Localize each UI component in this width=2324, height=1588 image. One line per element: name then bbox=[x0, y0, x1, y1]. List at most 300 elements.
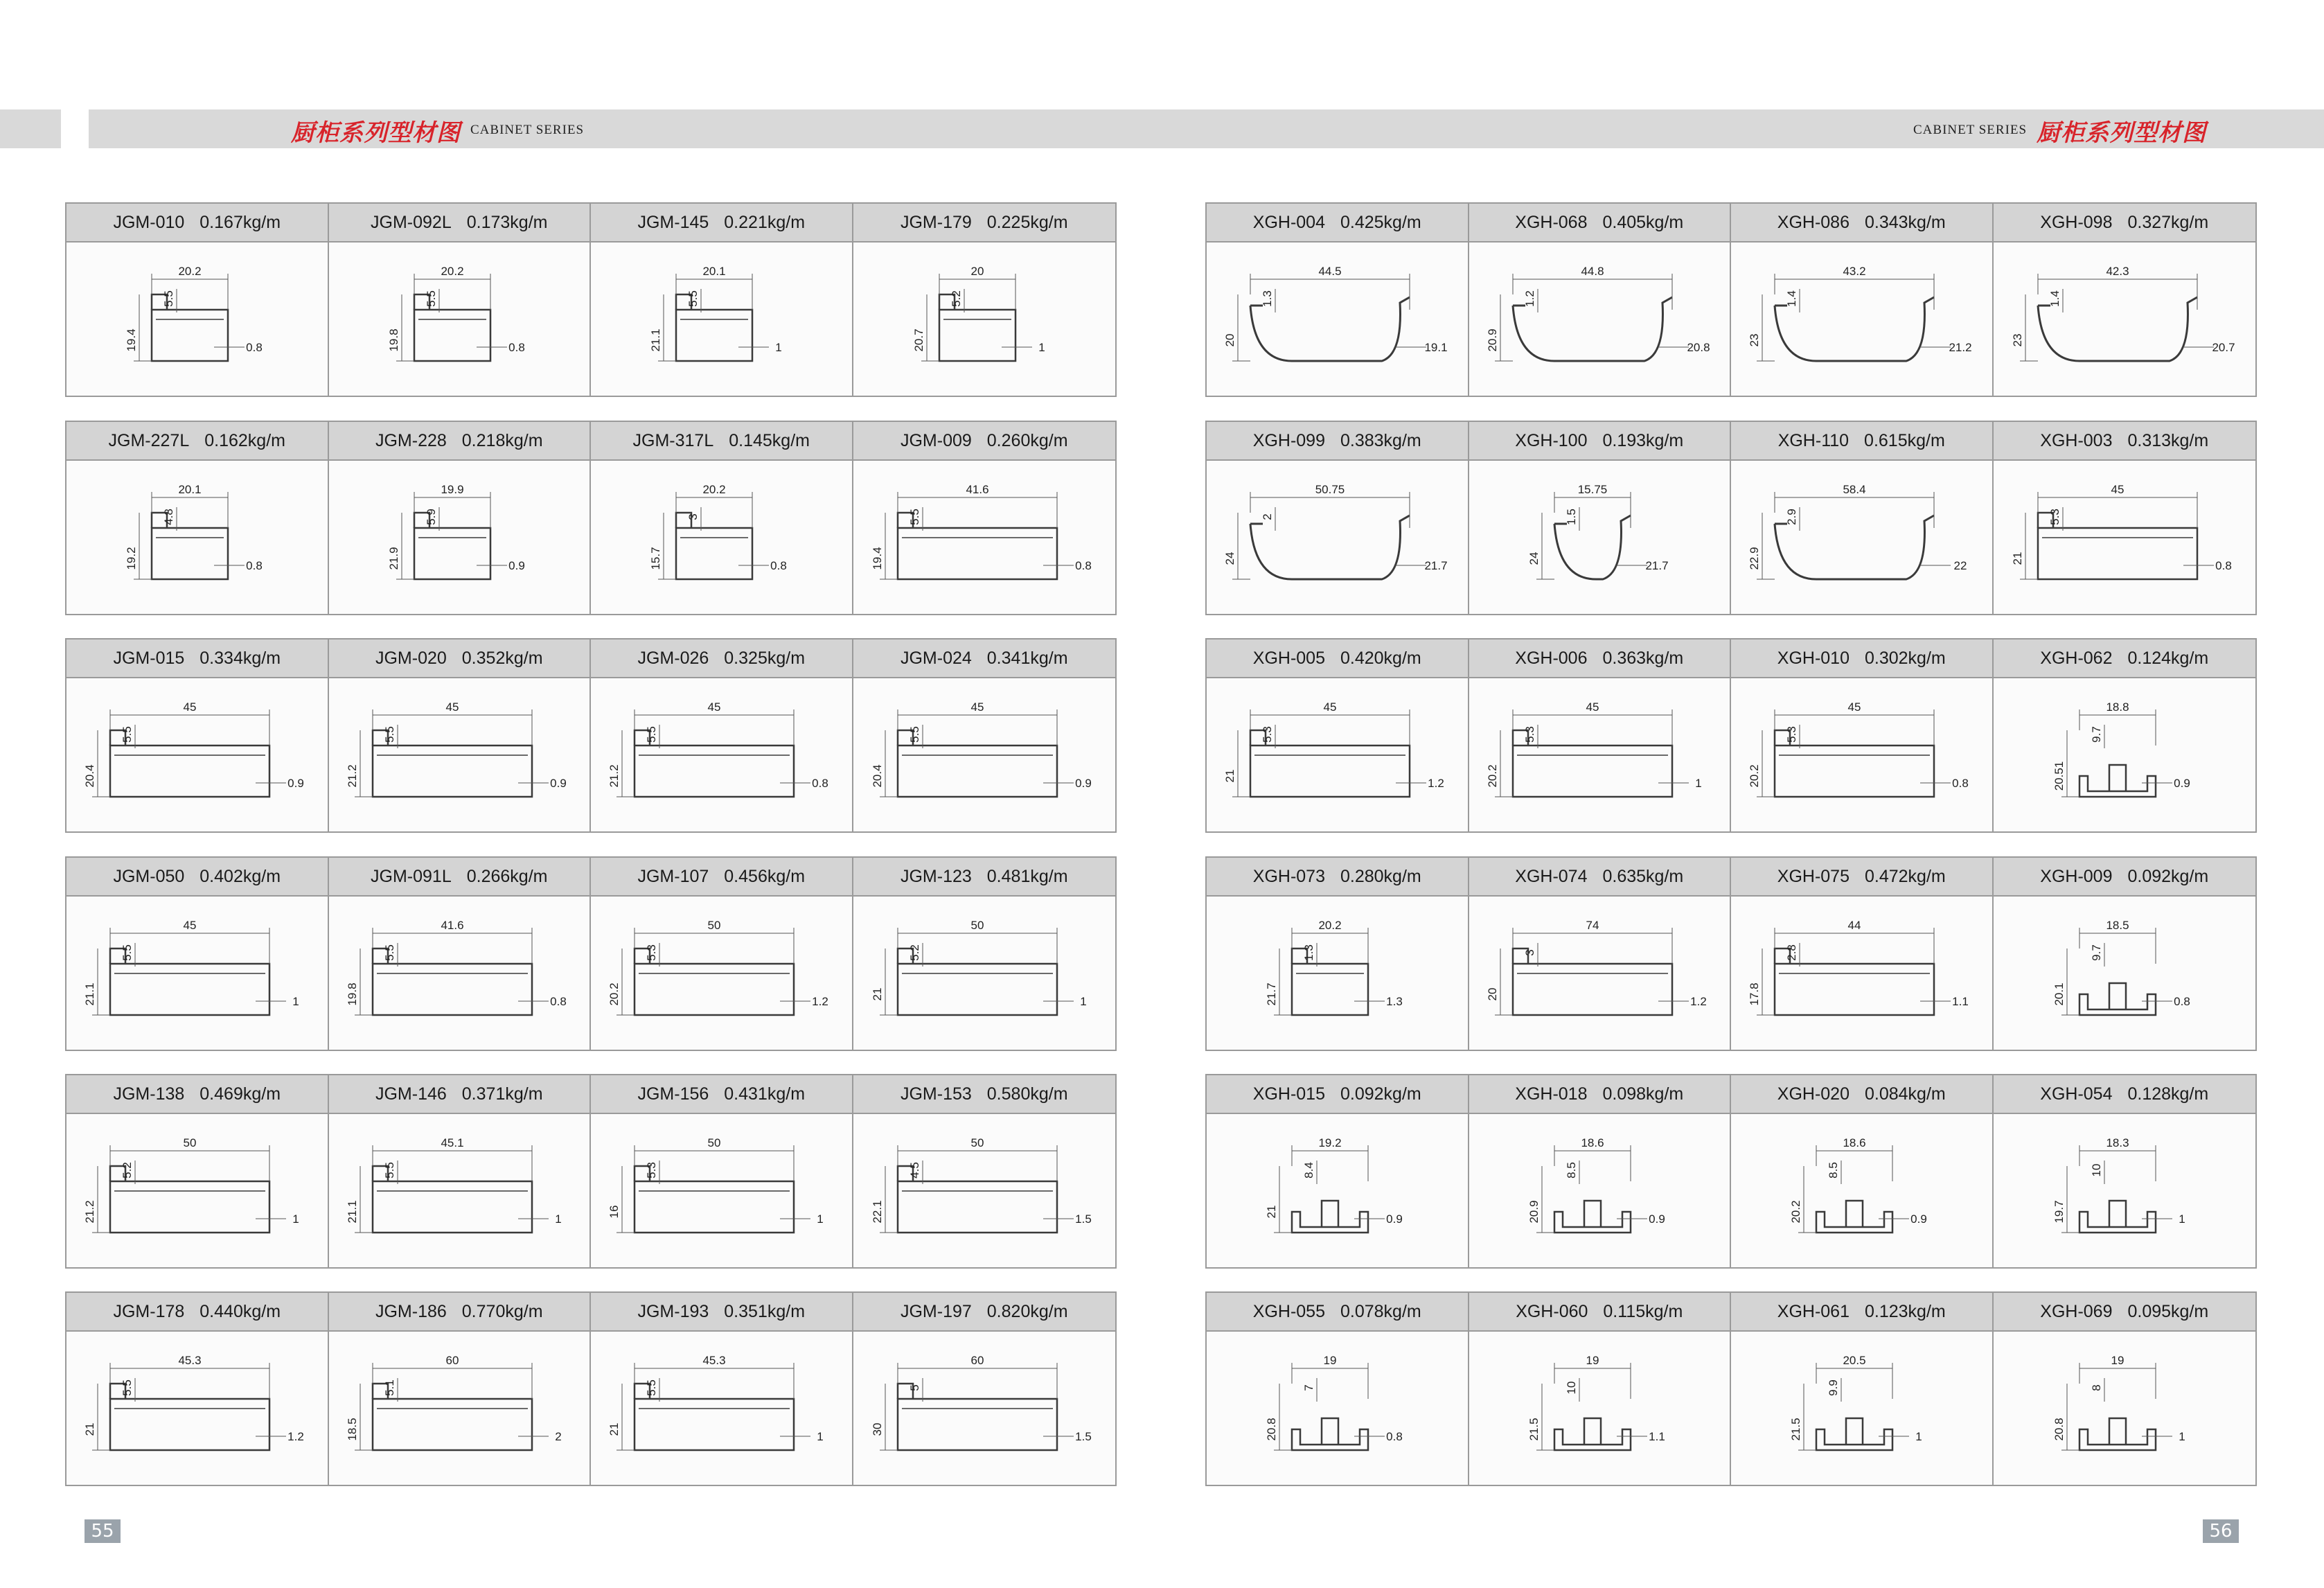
profile-drawing bbox=[329, 1332, 590, 1485]
dimension-label: 1.5 bbox=[1564, 508, 1578, 525]
profile-drawing-svg bbox=[341, 250, 577, 389]
dimension-label: 15.75 bbox=[1577, 482, 1608, 496]
profile-card bbox=[1469, 204, 1732, 396]
dimension-label: 19.1 bbox=[1424, 340, 1448, 354]
dimension-label: 0.8 bbox=[770, 558, 788, 572]
dimension-label: 20.7 bbox=[2212, 340, 2235, 354]
profile-code: JGM-153 bbox=[900, 1084, 972, 1104]
dimension-label: 1.4 bbox=[2048, 290, 2061, 307]
profile-weight: 0.440kg/m bbox=[199, 1301, 281, 1321]
dimension-label: 21.7 bbox=[1265, 982, 1279, 1006]
profile-code: XGH-074 bbox=[1515, 866, 1588, 886]
profile-drawing-svg bbox=[79, 468, 314, 607]
profile-card bbox=[1207, 639, 1469, 831]
profile-drawing bbox=[66, 1114, 328, 1267]
profile-drawing bbox=[1994, 461, 2256, 614]
profile-weight: 0.405kg/m bbox=[1602, 212, 1684, 232]
dimension-label: 1 bbox=[817, 1429, 824, 1443]
profile-weight: 0.615kg/m bbox=[1864, 430, 1945, 450]
profile-shape bbox=[1292, 1418, 1368, 1450]
dimension-label: 21.2 bbox=[1949, 340, 1972, 354]
profile-code: JGM-186 bbox=[375, 1301, 447, 1321]
dimension-label: 5.3 bbox=[645, 944, 659, 961]
dimension-label: 5.5 bbox=[121, 725, 134, 743]
profile-weight: 0.469kg/m bbox=[199, 1084, 281, 1104]
profile-card bbox=[329, 858, 592, 1050]
profile-card bbox=[1469, 639, 1732, 831]
dimension-label: 21.2 bbox=[607, 764, 621, 788]
profile-drawing-svg bbox=[79, 904, 314, 1043]
dimension-label: 9.9 bbox=[1827, 1379, 1840, 1396]
profile-shape bbox=[1250, 730, 1410, 797]
profile-card bbox=[1731, 858, 1994, 1050]
dimension-label: 0.9 bbox=[1910, 1212, 1928, 1226]
profile-header bbox=[329, 204, 590, 242]
profile-row bbox=[1205, 1074, 2257, 1269]
profile-weight: 0.092kg/m bbox=[2127, 866, 2209, 886]
profile-row bbox=[65, 638, 1117, 833]
profile-shape bbox=[1292, 1201, 1368, 1233]
dimension-label: 0.8 bbox=[1074, 558, 1092, 572]
dimension-label: 1 bbox=[2179, 1429, 2185, 1443]
profile-drawing-svg bbox=[1744, 250, 1979, 389]
profile-card bbox=[66, 1075, 329, 1267]
profile-code: JGM-091L bbox=[371, 866, 452, 886]
dimension-label: 1.5 bbox=[1074, 1429, 1092, 1443]
profile-drawing bbox=[1731, 897, 1992, 1050]
dimension-label: 24 bbox=[1223, 552, 1237, 565]
dimension-label: 18.5 bbox=[2106, 918, 2129, 932]
dimension-label: 5.3 bbox=[1785, 725, 1799, 743]
profile-code: JGM-228 bbox=[375, 430, 447, 450]
profile-drawing-svg bbox=[1219, 250, 1455, 389]
profile-weight: 0.313kg/m bbox=[2127, 430, 2209, 450]
dimension-label: 1 bbox=[775, 340, 782, 354]
dimension-label: 45 bbox=[445, 700, 459, 714]
profile-header bbox=[853, 639, 1116, 678]
profile-card bbox=[853, 204, 1116, 396]
profile-card bbox=[66, 204, 329, 396]
dimension-label: 5.3 bbox=[1523, 725, 1536, 743]
profile-drawing bbox=[1731, 678, 1992, 831]
profile-drawing-svg bbox=[1744, 904, 1979, 1043]
profile-header bbox=[329, 858, 590, 897]
profile-code: JGM-178 bbox=[113, 1301, 185, 1321]
profile-header bbox=[1207, 858, 1468, 897]
profile-shape bbox=[1513, 730, 1672, 797]
profile-row bbox=[65, 856, 1117, 1051]
dimension-label: 10 bbox=[2089, 1163, 2103, 1176]
dimension-label: 9.7 bbox=[2089, 944, 2103, 961]
dimension-label: 20.1 bbox=[2052, 982, 2066, 1006]
dimension-label: 1 bbox=[555, 1212, 562, 1226]
profile-weight: 0.218kg/m bbox=[461, 430, 543, 450]
profile-drawing bbox=[329, 242, 590, 396]
profile-drawing-svg bbox=[341, 1339, 577, 1478]
profile-shape bbox=[110, 949, 269, 1015]
profile-weight: 0.770kg/m bbox=[461, 1301, 543, 1321]
dimension-label: 18.6 bbox=[1581, 1136, 1604, 1149]
dimension-label: 21.1 bbox=[83, 982, 97, 1006]
profile-drawing bbox=[1207, 897, 1468, 1050]
profile-drawing-svg bbox=[1482, 250, 1717, 389]
profile-shape bbox=[110, 1166, 269, 1233]
profile-header bbox=[1207, 422, 1468, 461]
profile-header bbox=[1731, 639, 1992, 678]
profile-shape bbox=[635, 1166, 794, 1233]
profile-card bbox=[1994, 1293, 2256, 1485]
profile-drawing bbox=[1994, 897, 2256, 1050]
profile-code: JGM-138 bbox=[113, 1084, 185, 1104]
dimension-label: 8.5 bbox=[1564, 1161, 1578, 1179]
dimension-label: 60 bbox=[970, 1353, 984, 1367]
profile-card bbox=[1994, 1075, 2256, 1267]
dimension-label: 19.9 bbox=[441, 482, 464, 496]
profile-drawing bbox=[591, 1114, 852, 1267]
profile-code: JGM-092L bbox=[371, 212, 452, 232]
dimension-label: 0.9 bbox=[1386, 1212, 1403, 1226]
profile-drawing-svg bbox=[867, 250, 1102, 389]
dimension-label: 74 bbox=[1586, 918, 1599, 932]
profile-card bbox=[853, 639, 1116, 831]
profile-drawing-svg bbox=[867, 686, 1102, 824]
dimension-label: 1.3 bbox=[1261, 290, 1275, 307]
profile-card bbox=[1731, 204, 1994, 396]
profile-drawing bbox=[591, 461, 852, 614]
profile-code: XGH-062 bbox=[2040, 648, 2113, 668]
profile-row bbox=[1205, 421, 2257, 615]
profile-header bbox=[1469, 422, 1730, 461]
profile-shape bbox=[373, 1384, 532, 1450]
profile-shape bbox=[1816, 1418, 1892, 1450]
profile-drawing-svg bbox=[2007, 468, 2242, 607]
profile-code: XGH-073 bbox=[1252, 866, 1325, 886]
dimension-label: 1 bbox=[2179, 1212, 2185, 1226]
dimension-label: 5.5 bbox=[382, 944, 396, 961]
dimension-label: 9.7 bbox=[2089, 725, 2103, 743]
profile-header bbox=[1469, 639, 1730, 678]
profile-card bbox=[1469, 1075, 1732, 1267]
profile-header bbox=[1207, 204, 1468, 242]
profile-card bbox=[1994, 858, 2256, 1050]
profile-header bbox=[1469, 1293, 1730, 1332]
dimension-label: 50 bbox=[707, 918, 721, 932]
dimension-label: 8 bbox=[2089, 1384, 2103, 1391]
profile-row bbox=[1205, 638, 2257, 833]
profile-drawing bbox=[329, 678, 590, 831]
dimension-label: 60 bbox=[445, 1353, 459, 1367]
profile-drawing bbox=[853, 678, 1116, 831]
profile-drawing-svg bbox=[1744, 468, 1979, 607]
profile-weight: 0.325kg/m bbox=[724, 648, 806, 668]
profile-card bbox=[1731, 422, 1994, 614]
profile-header bbox=[1994, 422, 2256, 461]
profile-header bbox=[591, 858, 852, 897]
dimension-label: 50 bbox=[183, 1136, 197, 1149]
dimension-label: 45 bbox=[1847, 700, 1861, 714]
profile-drawing bbox=[1731, 242, 1992, 396]
profile-drawing bbox=[1469, 1114, 1730, 1267]
profile-shape bbox=[898, 730, 1057, 797]
profile-card bbox=[1469, 422, 1732, 614]
profile-shape bbox=[1250, 297, 1410, 361]
profile-card bbox=[66, 422, 329, 614]
dimension-label: 22 bbox=[1953, 558, 1967, 572]
dimension-label: 0.8 bbox=[508, 340, 525, 354]
profile-drawing-svg bbox=[79, 250, 314, 389]
profile-card bbox=[1469, 858, 1732, 1050]
dimension-label: 20.2 bbox=[1485, 764, 1499, 788]
profile-row bbox=[65, 202, 1117, 397]
profile-drawing-svg bbox=[1219, 1122, 1455, 1260]
profile-drawing-svg bbox=[1482, 686, 1717, 824]
profile-shape bbox=[2038, 297, 2197, 361]
profile-row bbox=[65, 1291, 1117, 1486]
profile-drawing bbox=[66, 242, 328, 396]
profile-header bbox=[66, 204, 328, 242]
profile-drawing-svg bbox=[2007, 1122, 2242, 1260]
dimension-label: 19.4 bbox=[125, 328, 139, 352]
dimension-label: 8.4 bbox=[1302, 1161, 1316, 1179]
profile-weight: 0.098kg/m bbox=[1602, 1084, 1684, 1104]
profile-shape bbox=[110, 730, 269, 797]
dimension-label: 20.4 bbox=[83, 764, 97, 788]
profile-shape bbox=[898, 949, 1057, 1015]
dimension-label: 45 bbox=[1586, 700, 1599, 714]
profile-drawing-svg bbox=[1219, 904, 1455, 1043]
profile-card bbox=[591, 858, 853, 1050]
profile-weight: 0.193kg/m bbox=[1602, 430, 1684, 450]
profile-drawing-svg bbox=[603, 686, 839, 824]
profile-drawing bbox=[1207, 678, 1468, 831]
dimension-label: 45 bbox=[970, 700, 984, 714]
series-title-cn: 厨柜系列型材图 bbox=[2037, 118, 2207, 147]
profile-card bbox=[1469, 1293, 1732, 1485]
profile-card bbox=[853, 858, 1116, 1050]
profile-card bbox=[1994, 639, 2256, 831]
profile-weight: 0.341kg/m bbox=[986, 648, 1068, 668]
profile-drawing bbox=[1207, 461, 1468, 614]
dimension-label: 20.2 bbox=[1318, 918, 1342, 932]
dimension-label: 0.8 bbox=[549, 994, 567, 1008]
dimension-label: 45 bbox=[2111, 482, 2125, 496]
profile-shape bbox=[2079, 1201, 2156, 1233]
dimension-label: 20 bbox=[970, 264, 984, 278]
profile-weight: 0.084kg/m bbox=[1864, 1084, 1946, 1104]
profile-card bbox=[591, 204, 853, 396]
dimension-label: 0.8 bbox=[1952, 776, 1969, 790]
profile-weight: 0.302kg/m bbox=[1864, 648, 1946, 668]
profile-card bbox=[591, 422, 853, 614]
profile-code: XGH-018 bbox=[1515, 1084, 1588, 1104]
dimension-label: 20.8 bbox=[1265, 1417, 1279, 1441]
dimension-label: 5.5 bbox=[382, 725, 396, 743]
profile-drawing-svg bbox=[1482, 1122, 1717, 1260]
profile-code: XGH-060 bbox=[1516, 1301, 1588, 1321]
dimension-label: 20.1 bbox=[178, 482, 202, 496]
profile-header bbox=[591, 204, 852, 242]
profile-weight: 0.260kg/m bbox=[986, 430, 1068, 450]
dimension-label: 0.9 bbox=[2173, 776, 2190, 790]
profile-weight: 0.221kg/m bbox=[724, 212, 806, 232]
profile-drawing-svg bbox=[867, 1339, 1102, 1478]
profile-code: XGH-086 bbox=[1777, 212, 1850, 232]
profile-card bbox=[591, 1293, 853, 1485]
profile-drawing bbox=[1994, 678, 2256, 831]
dimension-label: 2 bbox=[555, 1429, 562, 1443]
profile-code: JGM-024 bbox=[900, 648, 972, 668]
profile-card bbox=[1731, 1293, 1994, 1485]
profile-header bbox=[329, 422, 590, 461]
profile-header bbox=[853, 422, 1116, 461]
page-number-right: 56 bbox=[2203, 1519, 2239, 1543]
dimension-label: 20 bbox=[1485, 987, 1499, 1000]
series-title-right bbox=[1913, 116, 2207, 147]
dimension-label: 5.5 bbox=[121, 1379, 134, 1396]
profile-drawing bbox=[66, 461, 328, 614]
dimension-label: 1.5 bbox=[1074, 1212, 1092, 1226]
profile-header bbox=[1994, 639, 2256, 678]
profile-shape bbox=[635, 1384, 794, 1450]
profile-header bbox=[66, 639, 328, 678]
profile-code: JGM-050 bbox=[113, 866, 185, 886]
profile-drawing-svg bbox=[79, 1339, 314, 1478]
profile-drawing bbox=[1994, 1332, 2256, 1485]
profile-drawing-svg bbox=[79, 1122, 314, 1260]
dimension-label: 5.9 bbox=[424, 508, 438, 525]
dimension-label: 20.8 bbox=[2052, 1417, 2066, 1441]
profile-header bbox=[1994, 1075, 2256, 1114]
profile-header bbox=[1469, 1075, 1730, 1114]
header-bar-left bbox=[89, 109, 1162, 148]
profile-shape bbox=[2038, 513, 2197, 579]
profile-card bbox=[591, 639, 853, 831]
dimension-label: 44.8 bbox=[1581, 264, 1604, 278]
dimension-label: 21.7 bbox=[1645, 558, 1669, 572]
profile-row bbox=[65, 1074, 1117, 1269]
profile-drawing bbox=[591, 1332, 852, 1485]
dimension-label: 0.9 bbox=[508, 558, 525, 572]
profile-code: JGM-145 bbox=[637, 212, 709, 232]
profile-weight: 0.078kg/m bbox=[1340, 1301, 1421, 1321]
profile-drawing-svg bbox=[1219, 1339, 1455, 1478]
dimension-label: 1.2 bbox=[287, 1429, 305, 1443]
profile-drawing-svg bbox=[603, 904, 839, 1043]
dimension-label: 21.5 bbox=[1789, 1417, 1803, 1441]
dimension-label: 4.5 bbox=[907, 1161, 921, 1179]
profile-weight: 0.481kg/m bbox=[986, 866, 1068, 886]
dimension-label: 21 bbox=[607, 1422, 621, 1436]
profile-weight: 0.115kg/m bbox=[1603, 1301, 1683, 1321]
profile-weight: 0.225kg/m bbox=[986, 212, 1068, 232]
profile-code: XGH-069 bbox=[2040, 1301, 2113, 1321]
profile-drawing bbox=[1469, 242, 1730, 396]
profile-shape bbox=[898, 1384, 1057, 1450]
dimension-label: 19.4 bbox=[870, 546, 884, 570]
profile-drawing-svg bbox=[1482, 1339, 1717, 1478]
dimension-label: 18.5 bbox=[345, 1417, 359, 1441]
profile-code: JGM-009 bbox=[900, 430, 972, 450]
dimension-label: 22.1 bbox=[870, 1199, 884, 1224]
profile-shape bbox=[898, 513, 1057, 579]
profile-code: JGM-020 bbox=[375, 648, 447, 668]
profile-header bbox=[1994, 858, 2256, 897]
profile-drawing bbox=[1469, 678, 1730, 831]
profile-weight: 0.095kg/m bbox=[2127, 1301, 2209, 1321]
profile-drawing bbox=[1469, 897, 1730, 1050]
profile-weight: 0.383kg/m bbox=[1340, 430, 1421, 450]
profile-code: JGM-197 bbox=[900, 1301, 972, 1321]
dimension-label: 19 bbox=[1323, 1353, 1337, 1367]
profile-drawing-svg bbox=[341, 468, 577, 607]
profile-header bbox=[1469, 858, 1730, 897]
profile-card bbox=[66, 1293, 329, 1485]
dimension-label: 1.2 bbox=[1523, 290, 1536, 307]
dimension-label: 19.7 bbox=[2052, 1199, 2066, 1224]
profile-weight: 0.635kg/m bbox=[1602, 866, 1684, 886]
profile-header bbox=[329, 1075, 590, 1114]
dimension-label: 1 bbox=[1915, 1429, 1922, 1443]
profile-drawing bbox=[591, 242, 852, 396]
dimension-label: 21 bbox=[1223, 769, 1237, 782]
profile-drawing bbox=[329, 897, 590, 1050]
dimension-label: 2.8 bbox=[1785, 944, 1799, 961]
dimension-label: 20.51 bbox=[2052, 761, 2066, 791]
profile-drawing bbox=[1469, 1332, 1730, 1485]
dimension-label: 5.5 bbox=[686, 290, 700, 307]
dimension-label: 58.4 bbox=[1843, 482, 1866, 496]
profile-card bbox=[1207, 1293, 1469, 1485]
dimension-label: 19.2 bbox=[1318, 1136, 1342, 1149]
profile-code: JGM-317L bbox=[632, 430, 714, 450]
profile-drawing-svg bbox=[867, 1122, 1102, 1260]
dimension-label: 5.5 bbox=[645, 1379, 659, 1396]
profile-drawing-svg bbox=[603, 1122, 839, 1260]
profile-weight: 0.363kg/m bbox=[1602, 648, 1684, 668]
profile-shape bbox=[1513, 297, 1672, 361]
series-title-en: CABINET SERIES bbox=[1913, 123, 2028, 137]
profile-card bbox=[329, 204, 592, 396]
profile-card bbox=[329, 1075, 592, 1267]
dimension-label: 45 bbox=[183, 700, 197, 714]
page-number-left: 55 bbox=[85, 1519, 121, 1543]
profile-header bbox=[853, 858, 1116, 897]
dimension-label: 20.2 bbox=[1748, 764, 1762, 788]
profile-header bbox=[1994, 204, 2256, 242]
profile-code: JGM-123 bbox=[900, 866, 972, 886]
profile-shape bbox=[635, 730, 794, 797]
dimension-label: 0.8 bbox=[246, 558, 263, 572]
profile-header bbox=[66, 1075, 328, 1114]
dimension-label: 5.5 bbox=[121, 944, 134, 961]
dimension-label: 5.5 bbox=[162, 290, 176, 307]
profile-code: XGH-010 bbox=[1777, 648, 1850, 668]
dimension-label: 10 bbox=[1564, 1381, 1578, 1394]
dimension-label: 19 bbox=[1586, 1353, 1599, 1367]
profile-weight: 0.327kg/m bbox=[2127, 212, 2209, 232]
dimension-label: 0.8 bbox=[2173, 994, 2190, 1008]
dimension-label: 21.1 bbox=[649, 328, 663, 352]
profile-drawing bbox=[66, 678, 328, 831]
dimension-label: 1.2 bbox=[1428, 776, 1445, 790]
dimension-label: 4.8 bbox=[162, 508, 176, 525]
dimension-label: 30 bbox=[870, 1422, 884, 1436]
profile-header bbox=[1469, 204, 1730, 242]
profile-weight: 0.280kg/m bbox=[1340, 866, 1421, 886]
profile-drawing-svg bbox=[1744, 1122, 1979, 1260]
profile-header bbox=[66, 422, 328, 461]
dimension-label: 45.1 bbox=[441, 1136, 464, 1149]
